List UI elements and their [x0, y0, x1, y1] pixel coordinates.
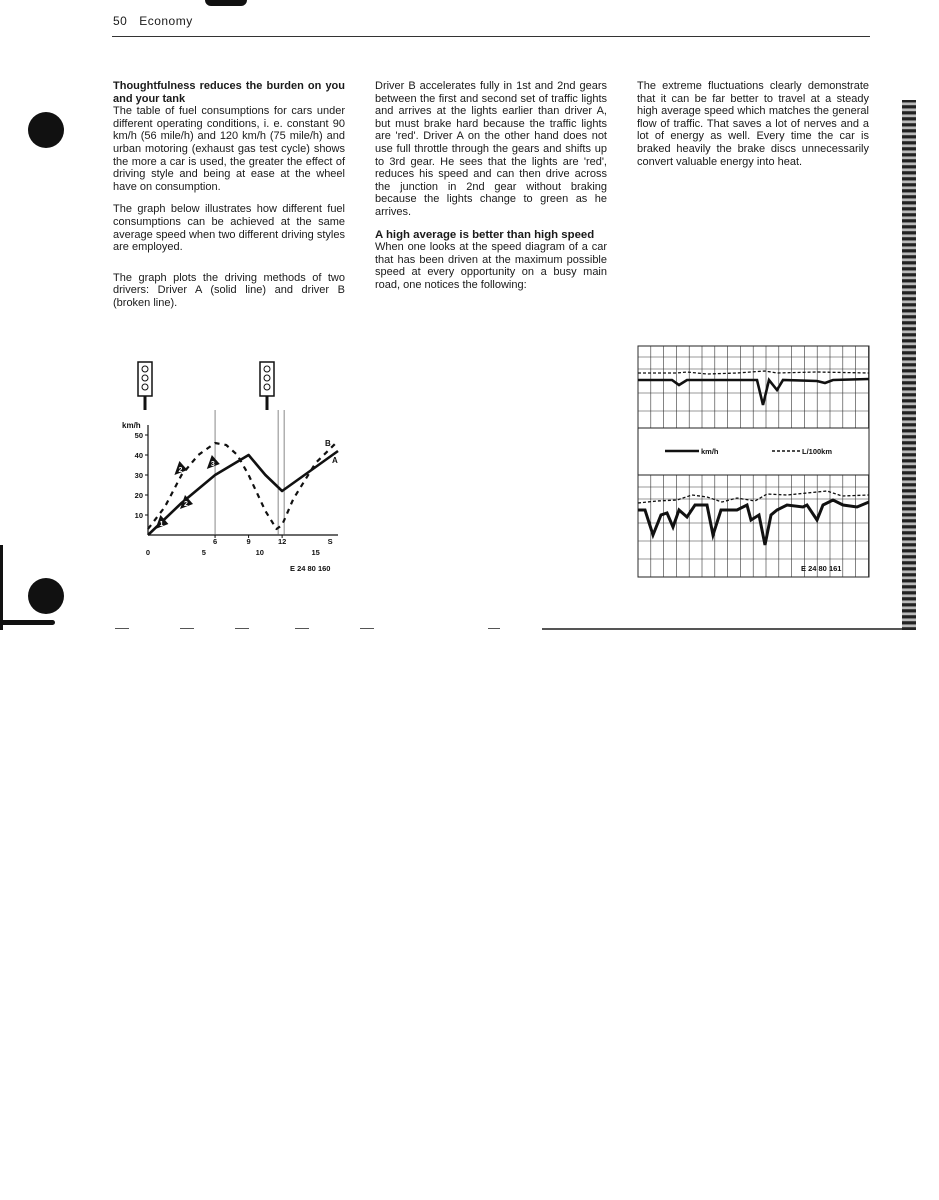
x-tick-label: 0	[145, 548, 151, 557]
y-tick-label: 30	[134, 471, 143, 480]
speed-fuel-chart	[637, 345, 870, 578]
text-column-1	[113, 80, 345, 320]
footer-rule	[115, 628, 129, 629]
section-title: Economy	[139, 14, 193, 28]
series-line-b	[148, 441, 338, 529]
paragraph: When one looks at the speed diagram of a car that has been driven at the maximum possible speed at every opportunity on a busy main road, one notices the following:	[375, 241, 607, 291]
x-tick-label: 10	[255, 548, 264, 557]
footer-rule	[542, 628, 902, 630]
paragraph: Driver B accelerates fully in 1st and 2nd gears between the first and second set of traffic lights and arrives at the lights earlier than driver A, but must brake hard because the traffic lights are 'red'. Driver A on the other hand does not use full throttle through the gears and shifts up to 3rd gear. He sees that the lights are 'red', reduces his speed and can then drive across the junction in 2nd gear without braking because the lights change to green as he arrives.	[375, 80, 607, 218]
gear-label: 2	[178, 467, 183, 474]
footer-rule	[295, 628, 309, 629]
section-heading: A high average is better than high speed	[375, 228, 595, 241]
y-axis-label: km/h	[122, 421, 141, 430]
traffic-light-icon	[260, 362, 274, 410]
paragraph: The table of fuel consumptions for cars under different operating conditions, i. e. constant 90 km/h (56 mile/h) and 120 km/h (75 mile/h) and urban motoring (exhaust gas test cycle) shows the more a car is used, the greater the effect of driving style and being at ease at the wheel have on consumption.	[113, 105, 345, 193]
traffic-light-icon	[138, 362, 152, 410]
gear-badge	[174, 461, 187, 475]
page-number: 50	[113, 14, 128, 28]
binder-hole-top	[28, 112, 64, 148]
x-tick-label: 6	[212, 537, 218, 546]
y-tick-label: 20	[134, 491, 143, 500]
y-tick-label: 50	[134, 431, 143, 440]
legend-fuel-label: L/100km	[802, 447, 833, 456]
driver-comparison-chart	[100, 355, 360, 580]
paragraph: The extreme fluctuations clearly demonstrate that it can be far better to travel at a steady high average speed which matches the general flow of traffic. That saves a lot of nerves and a lot of energy as well. Every time the car is braked heavily the brake discs unnecessarily convert valuable energy into heat.	[637, 80, 869, 168]
x-tick-label: 9	[246, 537, 251, 546]
text-column-2	[375, 80, 607, 302]
text-column-3	[637, 80, 869, 178]
x-tick-label: 5	[201, 548, 206, 557]
page-header	[113, 14, 193, 28]
speed-curve-top	[638, 379, 869, 405]
x-tick-label: 15	[311, 548, 320, 557]
y-tick-label: 10	[134, 511, 143, 520]
scan-left-edge	[0, 545, 3, 630]
gear-label: 3	[210, 461, 215, 468]
scan-edge-mark	[0, 620, 55, 625]
paragraph: The graph below illustrates how different fuel consumptions can be achieved at the same average speed when two different driving styles are employed.	[113, 203, 345, 254]
fuel-curve-top	[638, 371, 869, 374]
section-heading: Thoughtfulness reduces the burden on you and your tank	[113, 80, 345, 105]
paragraph: The graph plots the driving methods of two drivers: Driver A (solid line) and driver B (broken line).	[113, 271, 345, 309]
gear-label: 2	[184, 501, 188, 508]
footer-rule	[180, 628, 194, 629]
gear-badge	[207, 455, 220, 469]
header-rule	[112, 36, 870, 37]
gear-label: 1	[159, 521, 164, 528]
series-label-b: B	[325, 439, 331, 448]
footer-rule	[360, 628, 374, 629]
binder-hole-bottom	[28, 578, 64, 614]
footer-rule	[488, 628, 500, 629]
footer-rule	[235, 628, 249, 629]
scan-right-edge	[902, 100, 916, 630]
figure-code: E 24 80 160	[290, 564, 331, 573]
figure-code: E 24 80 161	[801, 564, 842, 573]
series-label-a: A	[332, 456, 338, 465]
page-tab-mark	[205, 0, 247, 6]
y-tick-label: 40	[134, 451, 143, 460]
series-line-a	[148, 451, 338, 535]
legend-speed-label: km/h	[701, 447, 719, 456]
x-tick-label: 12	[277, 537, 287, 546]
speed-curve-bottom	[638, 500, 869, 545]
x-tick-label: S	[327, 537, 333, 546]
